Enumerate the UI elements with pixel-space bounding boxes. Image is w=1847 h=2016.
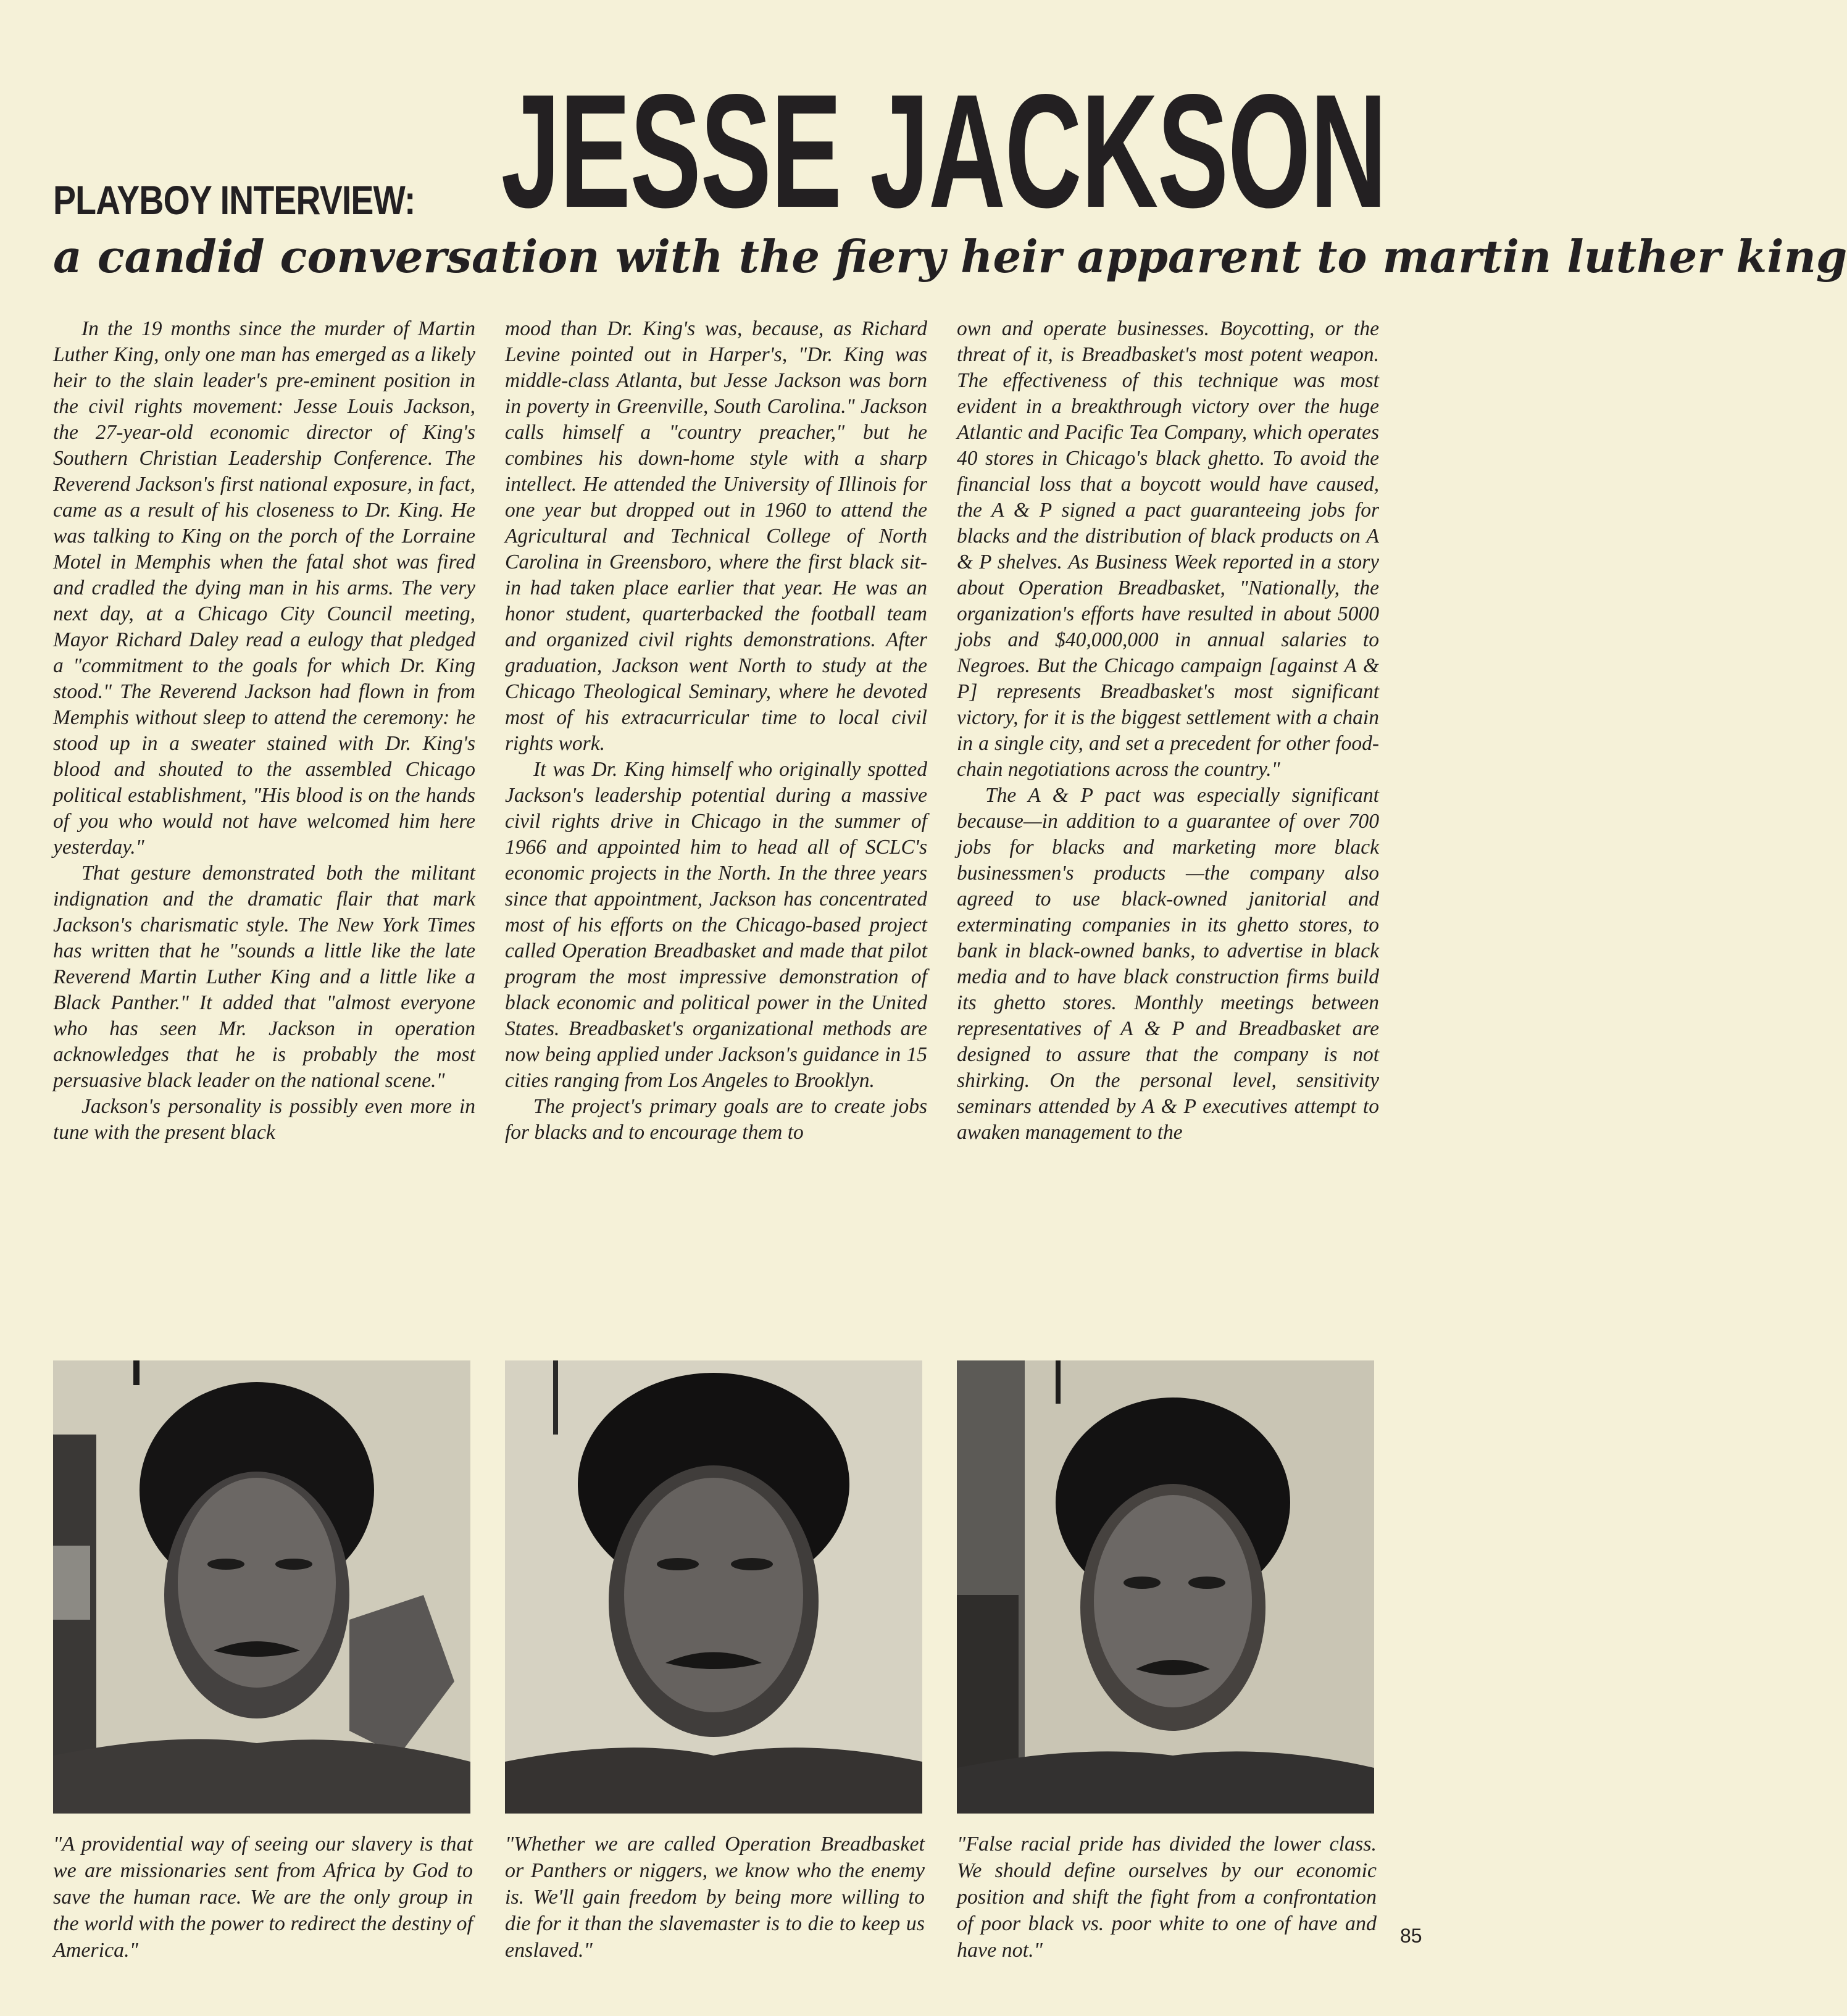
headline <box>53 60 1386 241</box>
portrait-image <box>53 1360 470 1814</box>
text-column-3 <box>957 316 1379 1347</box>
portrait-photo-2 <box>505 1360 922 1814</box>
paragraph: In the 19 months since the murder of Martin Luther King, only one man has emerged as a likely heir to the slain leader's pre-eminent position in the civil rights movement: Jesse Louis Jackson, the 27-year-old economic director of King's Southern Christian Leadership Conference. The Reverend Jackson's first national exposure, in fact, came as a result of his closeness to Dr. King. He was talking to King on the porch of the Lorraine Motel in Memphis when the fatal shot was fired and cradled the dying man in his arms. The very next day, at a Chicago City Council meeting, Mayor Richard Daley read a eulogy that pledged a "commitment to the goals for which Dr. King stood." The Reverend Jackson had flown in from Memphis without sleep to attend the ceremony: he stood up in a sweater stained with Dr. King's blood and shouted to the assembled Chicago political establishment, "His blood is on the hands of you who would not have welcomed him here yesterday." <box>53 317 475 859</box>
photo-caption-1: "A providential way of seeing our slavery is that we are missionaries sent from Africa by God to save the human race. We are the only group in the world with the power to redirect the destiny of America." <box>53 1833 473 1962</box>
deck-subtitle: a candid conversation with the fiery heir apparent to martin luther king <box>53 230 1847 283</box>
text-column-2 <box>505 316 927 1347</box>
paragraph: That gesture demonstrated both the militant indignation and the dramatic flair that mark Jackson's charismatic style. The New York Times has written that he "sounds a little like the late Reverend Martin Luther King and a little like a Black Panther." It added that "almost everyone who has seen Mr. Jackson in operation acknowledges that he is probably the most persuasive black leader on the national scene." <box>53 862 475 1092</box>
paragraph: own and operate businesses. Boycotting, or the threat of it, is Breadbasket's most potent weapon. The effectiveness of this technique was most evident in a breakthrough victory over the huge Atlantic and Pacific Tea Company, which operates 40 stores in Chicago's black ghetto. To avoid the financial loss that a boycott would have caused, the A & P signed a pact guaranteeing jobs for blacks and the distribution of black products on A & P shelves. As Business Week reported in a story about Operation Breadbasket, "Nationally, the organization's efforts have resulted in about 5000 jobs and $40,000,000 in annual salaries to Negroes. But the Chicago campaign [against A & P] represents Breadbasket's most significant victory, for it is the biggest settlement with a chain in a single city, and set a precedent for other food-chain negotiations across the country." <box>957 317 1379 781</box>
paragraph: mood than Dr. King's was, because, as Richard Levine pointed out in Harper's, "Dr. King was middle-class Atlanta, but Jesse Jackson was born in poverty in Greenville, South Carolina." Jackson calls himself a "country preacher," but he combines his down-home style with a sharp intellect. He attended the University of Illinois for one year but dropped out in 1960 to attend the Agricultural and Technical College of North Carolina in Greensboro, where the first black sit-in had taken place earlier that year. He was an honor student, quarterbacked the football team and organized civil rights demonstrations. After graduation, Jackson went North to study at the Chicago Theological Seminary, where he devoted most of his extracurricular time to local civil rights work. <box>505 317 927 755</box>
paragraph: The A & P pact was especially significant because—in addition to a guarantee of over 700 jobs for blacks and marketing more black businessmen's products —the company also agreed to use black-owned janitorial and exterminating companies in its ghetto stores, to bank in black-owned banks, to advertise in black media and to have black construction firms build its ghetto stores. Monthly meetings between representatives of A & P and Breadbasket are designed to assure that the company is not shirking. On the personal level, sensitivity seminars attended by A & P executives attempt to awaken management to the <box>957 784 1379 1144</box>
interviewee-name: JESSE JACKSON <box>501 60 1386 241</box>
photo-caption-2: "Whether we are called Operation Breadbasket or Panthers or niggers, we know who the enemy is. We'll gain freedom by being more willing to die for it than the slavemaster is to die to keep us enslaved." <box>505 1833 925 1962</box>
page-number: 85 <box>1400 1925 1422 1947</box>
paragraph: The project's primary goals are to create jobs for blacks and to encourage them to <box>505 1095 927 1144</box>
portrait-image <box>505 1360 922 1814</box>
text-column-1 <box>53 316 475 1347</box>
paragraph: Jackson's personality is possibly even more in tune with the present black <box>53 1095 475 1144</box>
portrait-image <box>957 1360 1374 1814</box>
portrait-photo-1 <box>53 1360 470 1814</box>
paragraph: It was Dr. King himself who originally spotted Jackson's leadership potential during a massive civil rights drive in Chicago in the summer of 1966 and appointed him to head all of SCLC's economic projects in the North. In the three years since that appointment, Jackson has concentrated most of his efforts on the Chicago-based project called Operation Breadbasket and made that pilot program the most impressive demonstration of black economic and political power in the United States. Breadbasket's organizational methods are now being applied under Jackson's guidance in 15 cities ranging from Los Angeles to Brooklyn. <box>505 758 927 1092</box>
photo-caption-3: "False racial pride has divided the lower class. We should define ourselves by our economic position and shift the fight from a confrontation of poor black vs. poor white to one of have and have not." <box>957 1833 1377 1962</box>
portrait-photo-3 <box>957 1360 1374 1814</box>
interview-kicker: PLAYBOY INTERVIEW: <box>53 177 415 223</box>
